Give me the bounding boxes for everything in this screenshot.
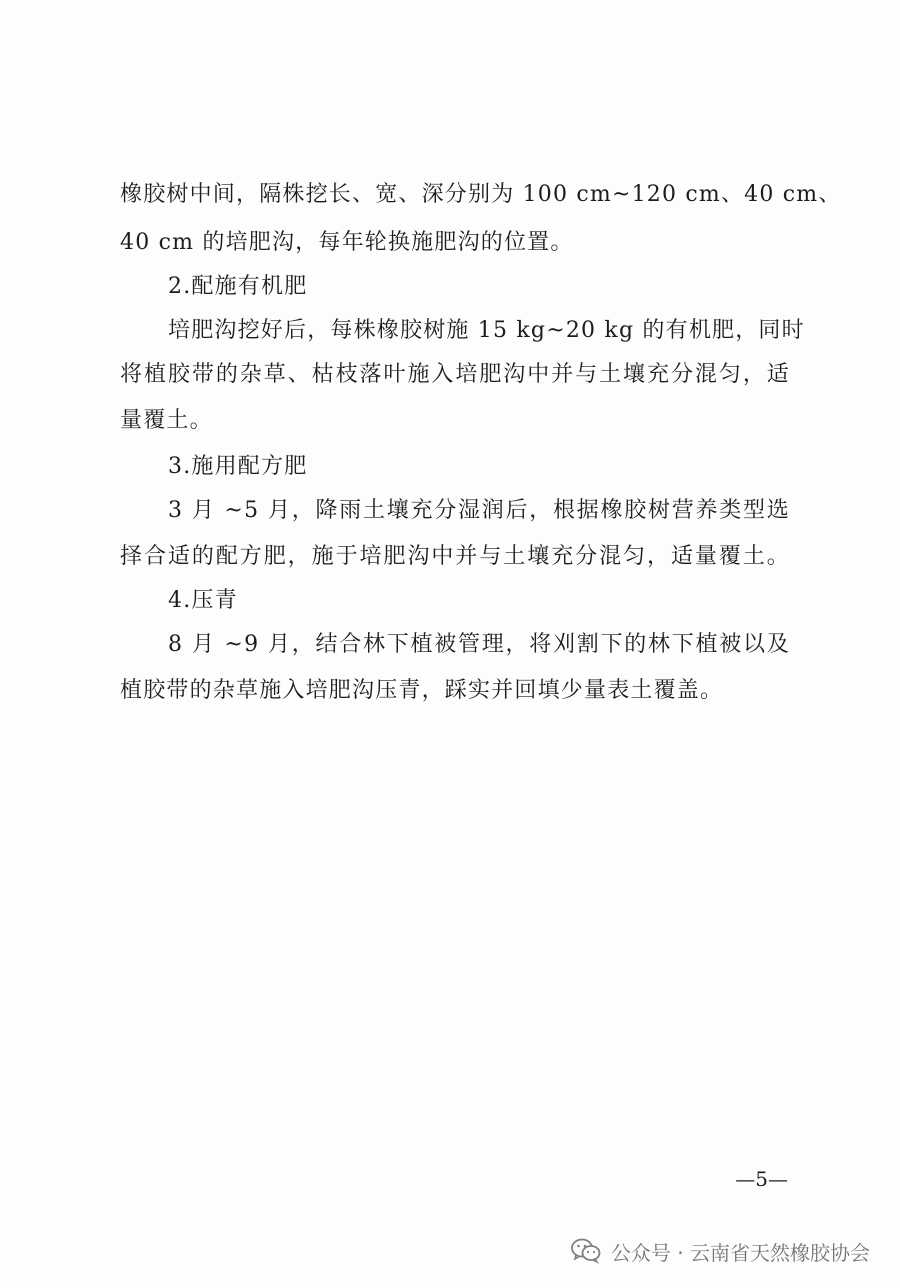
section-heading: 3.施用配方肥 xyxy=(168,454,308,479)
paragraph-line: 量覆土。 xyxy=(120,408,213,433)
section-heading: 2.配施有机肥 xyxy=(168,274,308,299)
paragraph-line: 植胶带的杂草施入培肥沟压青，踩实并回填少量表土覆盖。 xyxy=(120,678,724,703)
watermark-text: 公众号 · 云南省天然橡胶协会 xyxy=(610,1240,870,1265)
paragraph-line: 40 cm 的培肥沟，每年轮换施肥沟的位置。 xyxy=(120,230,574,255)
page-number: —5— xyxy=(735,1167,788,1191)
paragraph-line: 橡胶树中间，隔株挖长、宽、深分别为 100 cm~120 cm、40 cm、 xyxy=(120,182,842,207)
wechat-icon xyxy=(571,1238,601,1264)
paragraph-line: 培肥沟挖好后，每株橡胶树施 15 kg~20 kg 的有机肥，同时 xyxy=(168,318,805,343)
paragraph-line: 将植胶带的杂草、枯枝落叶施入培肥沟中并与土壤充分混匀，适 xyxy=(120,362,790,387)
paragraph-line: 3 月 ~5 月，降雨土壤充分湿润后，根据橡胶树营养类型选 xyxy=(168,498,790,523)
paragraph-line: 8 月 ~9 月，结合林下植被管理，将刈割下的林下植被以及 xyxy=(168,632,790,657)
watermark xyxy=(571,1234,870,1268)
section-heading: 4.压青 xyxy=(168,588,238,613)
paragraph-line: 择合适的配方肥，施于培肥沟中并与土壤充分混匀，适量覆土。 xyxy=(120,544,790,569)
